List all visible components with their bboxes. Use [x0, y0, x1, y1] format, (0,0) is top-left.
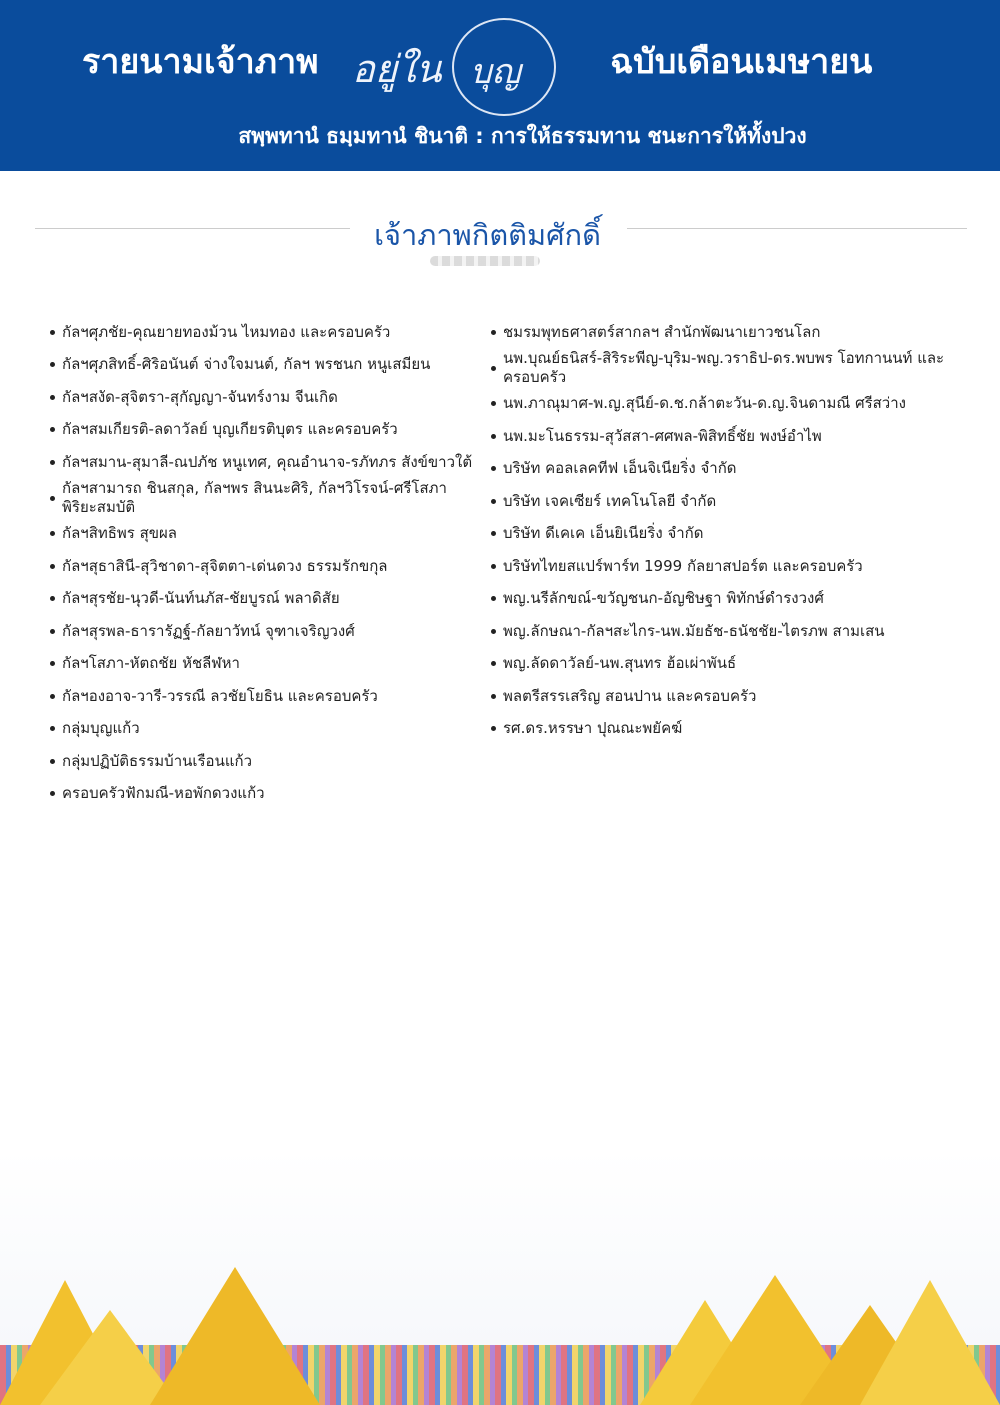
bullet-icon	[491, 434, 496, 439]
bullet-icon	[50, 694, 55, 699]
header-title-right: ฉบับเดือนเมษายน	[610, 42, 873, 82]
list-item	[491, 648, 981, 681]
sponsor-name: กัลฯสงัด-สุจิตรา-สุกัญญา-จันทร์งาม จีนเกิด	[62, 387, 338, 406]
bullet-icon	[491, 726, 496, 731]
bullet-icon	[50, 460, 55, 465]
list-item	[50, 446, 486, 479]
header-subtitle: สพฺพทานํ ธมฺมทานํ ชินาติ : การให้ธรรมทาน ชนะการให้ทั้งปวง	[238, 124, 807, 148]
sponsor-name: ครอบครัวฟักมณี-หอพักดวงแก้ว	[62, 784, 265, 802]
list-item	[50, 550, 486, 583]
header-title-left: รายนามเจ้าภาพ	[82, 42, 319, 82]
list-item	[491, 388, 981, 421]
sponsor-name: บริษัท ดีเคเค เอ็นยิเนียริ่ง จำกัด	[503, 524, 704, 542]
header-banner	[0, 0, 1000, 171]
bullet-icon	[491, 401, 496, 406]
sponsor-name: รศ.ดร.หรรษา ปุณณะพยัคฆ์	[503, 719, 683, 737]
sponsor-name: กัลฯศุภชัย-คุณยายทองม้วน ไหมทอง และครอบครัว	[62, 322, 391, 341]
list-item	[50, 583, 486, 616]
sponsor-name: พญ.ลักษณา-กัลฯสะไกร-นพ.มัยธัช-ธนัชชัย-ไตรภพ สามเสน	[503, 621, 885, 640]
bullet-icon	[491, 661, 496, 666]
sponsor-name: กัลฯองอาจ-วารี-วรรณี ลวชัยโยธิน และครอบครัว	[62, 686, 378, 705]
bullet-icon	[491, 531, 496, 536]
section-title: เจ้าภาพกิตติมศักดิ์	[374, 218, 601, 252]
footer-decoration	[0, 1150, 1000, 1405]
list-item	[491, 615, 981, 648]
sponsor-name: นพ.มะโนธรรม-สุวัสสา-ศศพล-พิสิทธิ์ชัย พงษ์อำไพ	[503, 426, 822, 445]
list-item	[50, 349, 486, 382]
list-item	[50, 615, 486, 648]
bullet-icon	[50, 596, 55, 601]
sponsor-name: นพ.ภาณุมาศ-พ.ญ.สุนีย์-ด.ช.กล้าตะวัน-ด.ญ.จินดามณี ศรีสว่าง	[503, 394, 906, 412]
list-item	[50, 648, 486, 681]
bullet-icon	[50, 726, 55, 731]
logo-text-circled: บุญ	[470, 52, 521, 92]
bullet-icon	[50, 330, 55, 335]
sponsor-name: กัลฯโสภา-หัตถชัย หัชลีฬหา	[62, 654, 240, 672]
bullet-icon	[50, 661, 55, 666]
sponsor-name: พลตรีสรรเสริญ สอนปาน และครอบครัว	[503, 686, 757, 705]
sponsor-name: กัลฯสมเกียรติ-ลดาวัลย์ บุญเกียรติบุตร และครอบครัว	[62, 420, 398, 438]
sponsor-name: ชมรมพุทธศาสตร์สากลฯ สำนักพัฒนาเยาวชนโลก	[503, 322, 821, 341]
sponsor-name: กัลฯสมาน-สุมาลี-ณปภัช หนูเทศ, คุณอำนาจ-รภัทภร สังข์ขาวใต้	[62, 452, 473, 471]
list-item	[50, 479, 486, 518]
logo-text: อยู่ใน	[352, 47, 442, 91]
bullet-icon	[50, 395, 55, 400]
list-item	[491, 518, 981, 551]
bullet-icon	[50, 791, 55, 796]
sponsor-name: กัลฯศุภสิทธิ์-ศิริอนันต์ จ่างใจมนต์, กัลฯ พรชนก หนูเสมียน	[62, 355, 431, 373]
bullet-icon	[50, 531, 55, 536]
sponsor-name: กัลฯสิทธิพร สุขผล	[62, 524, 177, 542]
bullet-icon	[491, 694, 496, 699]
list-item	[50, 381, 486, 414]
sponsor-name: พญ.ลัดดาวัลย์-นพ.สุนทร ฮ้อเผ่าพันธ์	[503, 654, 737, 672]
bullet-icon	[50, 629, 55, 634]
golden-pagoda	[150, 1267, 320, 1405]
list-item	[491, 550, 981, 583]
sponsor-list-right	[491, 316, 981, 745]
sponsor-name: กัลฯสุรชัย-นุวดี-นันท์นภัส-ชัยบูรณ์ พลาดิสัย	[62, 589, 340, 607]
bullet-icon	[50, 564, 55, 569]
list-item	[50, 518, 486, 551]
sponsor-name: นพ.บุณย์ธนิสร์-สิริระพีญ-บุริม-พญ.วราธิป-ดร.พบพร โอทกานนท์ และครอบครัว	[503, 348, 945, 386]
list-item	[50, 680, 486, 713]
list-item	[50, 713, 486, 746]
bullet-icon	[50, 496, 55, 501]
sponsor-name: กลุ่มบุญแก้ว	[62, 719, 140, 737]
bullet-icon	[50, 362, 55, 367]
sponsor-name: บริษัท เจคเซียร์ เทคโนโลยี จำกัด	[503, 491, 717, 510]
list-item	[491, 453, 981, 486]
bullet-icon	[50, 427, 55, 432]
list-item	[50, 745, 486, 778]
sponsor-name: กัลฯสามารถ ชินสกุล, กัลฯพร สินนะศิริ, กัลฯวิโรจน์-ศรีโสภา พิริยะสมบัติ	[62, 478, 447, 516]
list-item	[491, 349, 981, 388]
sponsor-name: บริษัทไทยสแปร์พาร์ท 1999 กัลยาสปอร์ต และครอบครัว	[503, 556, 863, 575]
bullet-icon	[491, 596, 496, 601]
sponsor-name: กลุ่มปฏิบัติธรรมบ้านเรือนแก้ว	[62, 751, 252, 770]
sponsor-name: บริษัท คอลเลคทีฟ เอ็นจิเนียริ่ง จำกัด	[503, 459, 737, 477]
list-item	[491, 420, 981, 453]
bullet-icon	[491, 366, 496, 371]
list-item	[491, 583, 981, 616]
sponsor-name: กัลฯสุธาสินี-สุวิชาดา-สุจิตตา-เด่นดวง ธรรมรักขกุล	[62, 556, 388, 575]
list-item	[50, 316, 486, 349]
list-item	[491, 680, 981, 713]
sponsor-name: กัลฯสุรพล-ธารารัฏฐ์-กัลยาวัทน์ จุฑาเจริญวงศ์	[62, 621, 355, 640]
list-item	[50, 778, 486, 811]
bullet-icon	[491, 499, 496, 504]
list-item	[491, 713, 981, 746]
list-item	[491, 485, 981, 518]
bullet-icon	[491, 466, 496, 471]
bullet-icon	[491, 564, 496, 569]
bullet-icon	[491, 629, 496, 634]
bullet-icon	[491, 330, 496, 335]
golden-pagoda	[860, 1280, 1000, 1405]
ornament-divider	[430, 256, 540, 266]
sponsor-name: พญ.นรีลักขณ์-ขวัญชนก-อัญชิษฐา พิทักษ์ดำรงวงศ์	[503, 589, 824, 607]
bullet-icon	[50, 759, 55, 764]
sponsor-list-left	[50, 316, 486, 810]
list-item	[491, 316, 981, 349]
list-item	[50, 414, 486, 447]
